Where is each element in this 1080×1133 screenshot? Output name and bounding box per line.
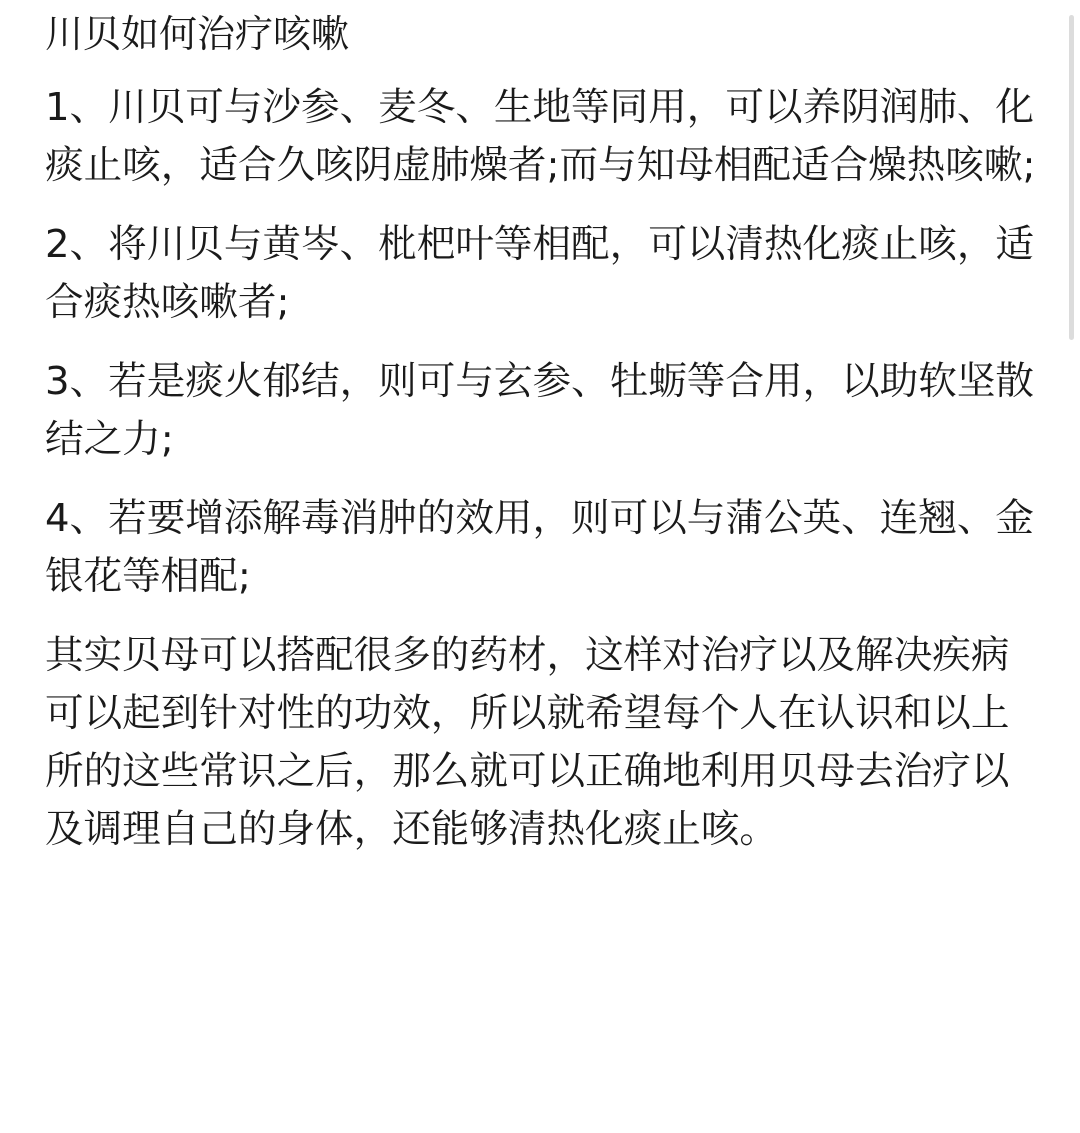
paragraph-1: 1、川贝可与沙参、麦冬、生地等同用，可以养阴润肺、化痰止咳，适合久咳阴虚肺燥者;而与知母相配适合燥热咳嗽; — [45, 85, 1036, 188]
article-title: 川贝如何治疗咳嗽 — [45, 12, 350, 56]
paragraph-summary: 其实贝母可以搭配很多的药材，这样对治疗以及解决疾病可以起到针对性的功效，所以就希望每个人在认识和以上所的这些常识之后，那么就可以正确地利用贝母去治疗以及调理自己的身体，还能够清热化痰止咳。 — [45, 633, 1010, 852]
paragraph-3: 3、若是痰火郁结，则可与玄参、牡蛎等合用，以助软坚散结之力; — [45, 359, 1034, 462]
paragraph-4: 4、若要增添解毒消肿的效用，则可以与蒲公英、连翘、金银花等相配; — [45, 496, 1034, 599]
scrollbar-thumb[interactable] — [1069, 15, 1074, 340]
paragraph-2: 2、将川贝与黄岑、枇杷叶等相配，可以清热化痰止咳，适合痰热咳嗽者; — [45, 222, 1034, 325]
article-body — [45, 6, 1037, 880]
